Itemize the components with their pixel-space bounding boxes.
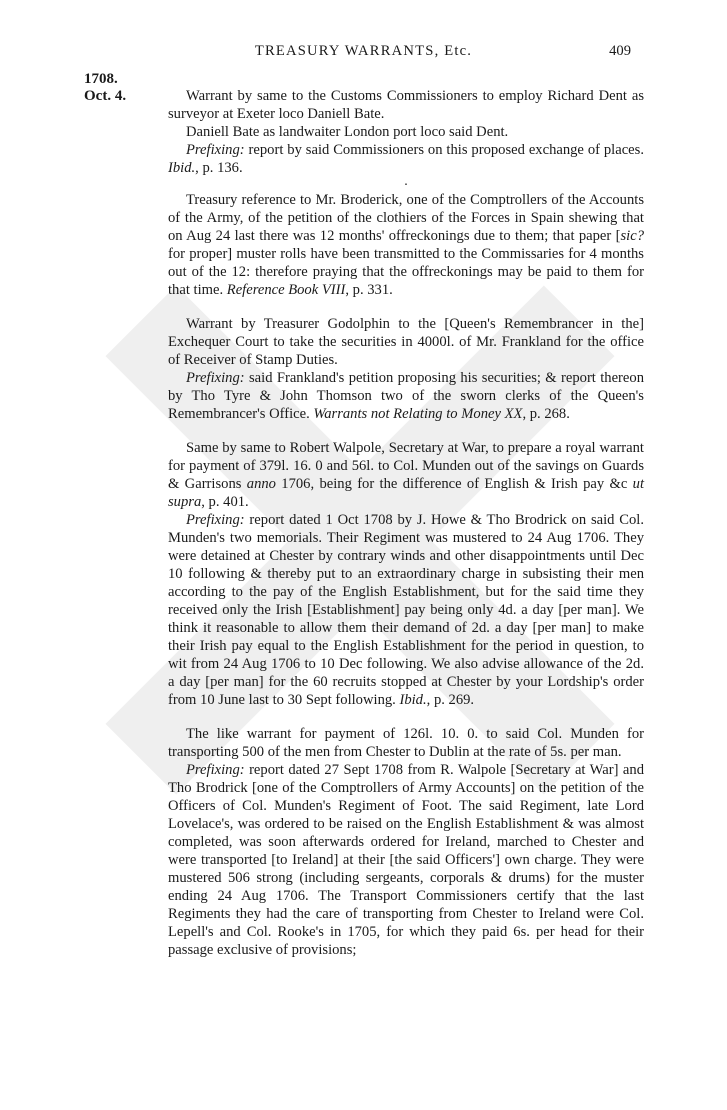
entry-treasury-reference — [168, 191, 644, 299]
entry-transport-warrant — [168, 725, 644, 959]
entry-text: report dated 1 Oct 1708 by J. Howe & Tho Brodrick on said Col. Munden's two memorials. Their Regiment was mustered to 24 Aug 1706. They were detained at Chester by contrary winds and other disappointments until Dec 10 following & thereby put to an extraordinary charge in subsisting their men according to the pay of the English Establishment, but for the said time they received only the Irish [Establishment] pay being only 4d. a day [per man]. We think it reasonable to allow them their demand of 2d. a day [per man] to make their Irish pay equal to the English Establishment for the period in question, to wit from 24 Aug 1706 to 10 Dec following. We also advise allowance of the 2d. a day [per man] for the 60 recruits stopped at Chester by your Lordship's order from 10 June last to 30 Sept following. — [168, 512, 644, 708]
entry-paragraph: Warrant by Treasurer Godolphin to the [Queen's Remembrancer in the] Exchequer Court to take the securities in 4000l. of Mr. Frankland for the office of Receiver of Stamp Duties. — [168, 316, 644, 368]
source-page: , p. 269. — [426, 692, 475, 708]
source-reference: Ibid. — [168, 160, 196, 176]
entry-text: report dated 27 Sept 1708 from R. Walpole [Secretary at War] and Tho Brodrick [one of the Comptrollers of Army Accounts] on the petition of the Officers of Col. Munden's Regiment of Foot. The said Regiment, late Lord Lovelace's, was ordered to be raised on the English Establishment & was almost completed, was soon afterwards ordered for Ireland, marched to Chester and were transported [to Ireland] at their [the said Officers'] own charge. They were mustered 506 strong (including sergeants, corporals & drums) for the muster ending 24 Aug 1706. The Transport Commissioners certify that the last Regiments they had the care of transporting from Chester to Ireland were Col. Lepell's and Col. Rooke's in 1705, for which they paid 6s. per head for their passage exclusive of provisions; — [168, 762, 644, 958]
source-page: , p. 401. — [201, 494, 249, 510]
prefixing-label: Prefixing: — [186, 762, 245, 778]
entry-italic: ut supra — [168, 476, 644, 510]
entry-text: said Frankland's petition proposing his securities; & report thereon by Tho Tyre & John Thomson two of the sworn clerks of the Queen's Remembrancer's Office. — [168, 370, 644, 422]
entry-text: for proper] muster rolls have been transmitted to the Commissaries for 4 months out of the 12: therefore praying that the offreckonings may be paid to them for that time. — [168, 246, 644, 298]
section-separator-dot: . — [404, 174, 408, 189]
entry-italic: sic? — [620, 228, 644, 244]
source-page: , p. 136. — [195, 160, 243, 176]
entry-paragraph — [168, 761, 644, 959]
margin-year: 1708. — [84, 71, 118, 87]
entry-walpole-warrant — [168, 439, 644, 709]
running-head: TREASURY WARRANTS, Etc. — [254, 43, 473, 59]
entry-paragraph: Daniell Bate as landwaiter London port loco said Dent. — [186, 124, 509, 140]
entry-text: Same by same to Robert Walpole, Secretary at War, to prepare a royal warrant for payment of 379l. 16. 0 and 56l. to Col. Munden out of the savings on Guards & Garrisons — [168, 440, 644, 492]
entry-paragraph: The like warrant for payment of 126l. 10. 0. to said Col. Munden for transporting 500 of the men from Chester to Dublin at the rate of 5s. per man. — [168, 726, 644, 760]
entry-paragraph — [168, 439, 644, 511]
entry-paragraph — [168, 369, 644, 423]
entry-italic: anno — [246, 476, 276, 492]
prefixing-label: Prefixing: — [186, 142, 245, 158]
entry-text: 1706, being for the difference of English & Irish pay &c — [275, 476, 633, 492]
entry-text: report by said Commissioners on this proposed exchange of places. — [244, 142, 644, 158]
source-reference: Ibid. — [399, 692, 427, 708]
source-page: , p. 268. — [522, 406, 570, 422]
source-reference: Warrants not Relating to Money XX — [313, 406, 523, 422]
section-gap — [168, 299, 644, 315]
entry-customs-exchange — [168, 87, 644, 177]
section-gap — [168, 423, 644, 439]
entry-paragraph — [168, 141, 644, 177]
margin-date: Oct. 4. — [84, 88, 127, 104]
prefixing-label: Prefixing: — [186, 370, 245, 386]
section-gap — [168, 709, 644, 725]
page-header — [0, 42, 727, 64]
entry-text: Treasury reference to Mr. Broderick, one of the Comptrollers of the Accounts of the Army, of the petition of the clothiers of the Forces in Spain shewing that on Aug 24 last there was 12 months' offreckonings due to them; that paper [ — [168, 192, 644, 244]
document-body — [168, 87, 644, 959]
source-reference: Reference Book VIII — [226, 282, 346, 298]
entry-paragraph — [168, 511, 644, 709]
source-page: , p. 331. — [345, 282, 393, 298]
entry-exchequer-warrant — [168, 315, 644, 423]
page-number: 409 — [609, 43, 631, 59]
entry-paragraph — [168, 191, 644, 299]
prefixing-label: Prefixing: — [186, 512, 245, 528]
entry-paragraph: Warrant by same to the Customs Commissioners to employ Richard Dent as surveyor at Exeter loco Daniell Bate. — [168, 88, 644, 122]
